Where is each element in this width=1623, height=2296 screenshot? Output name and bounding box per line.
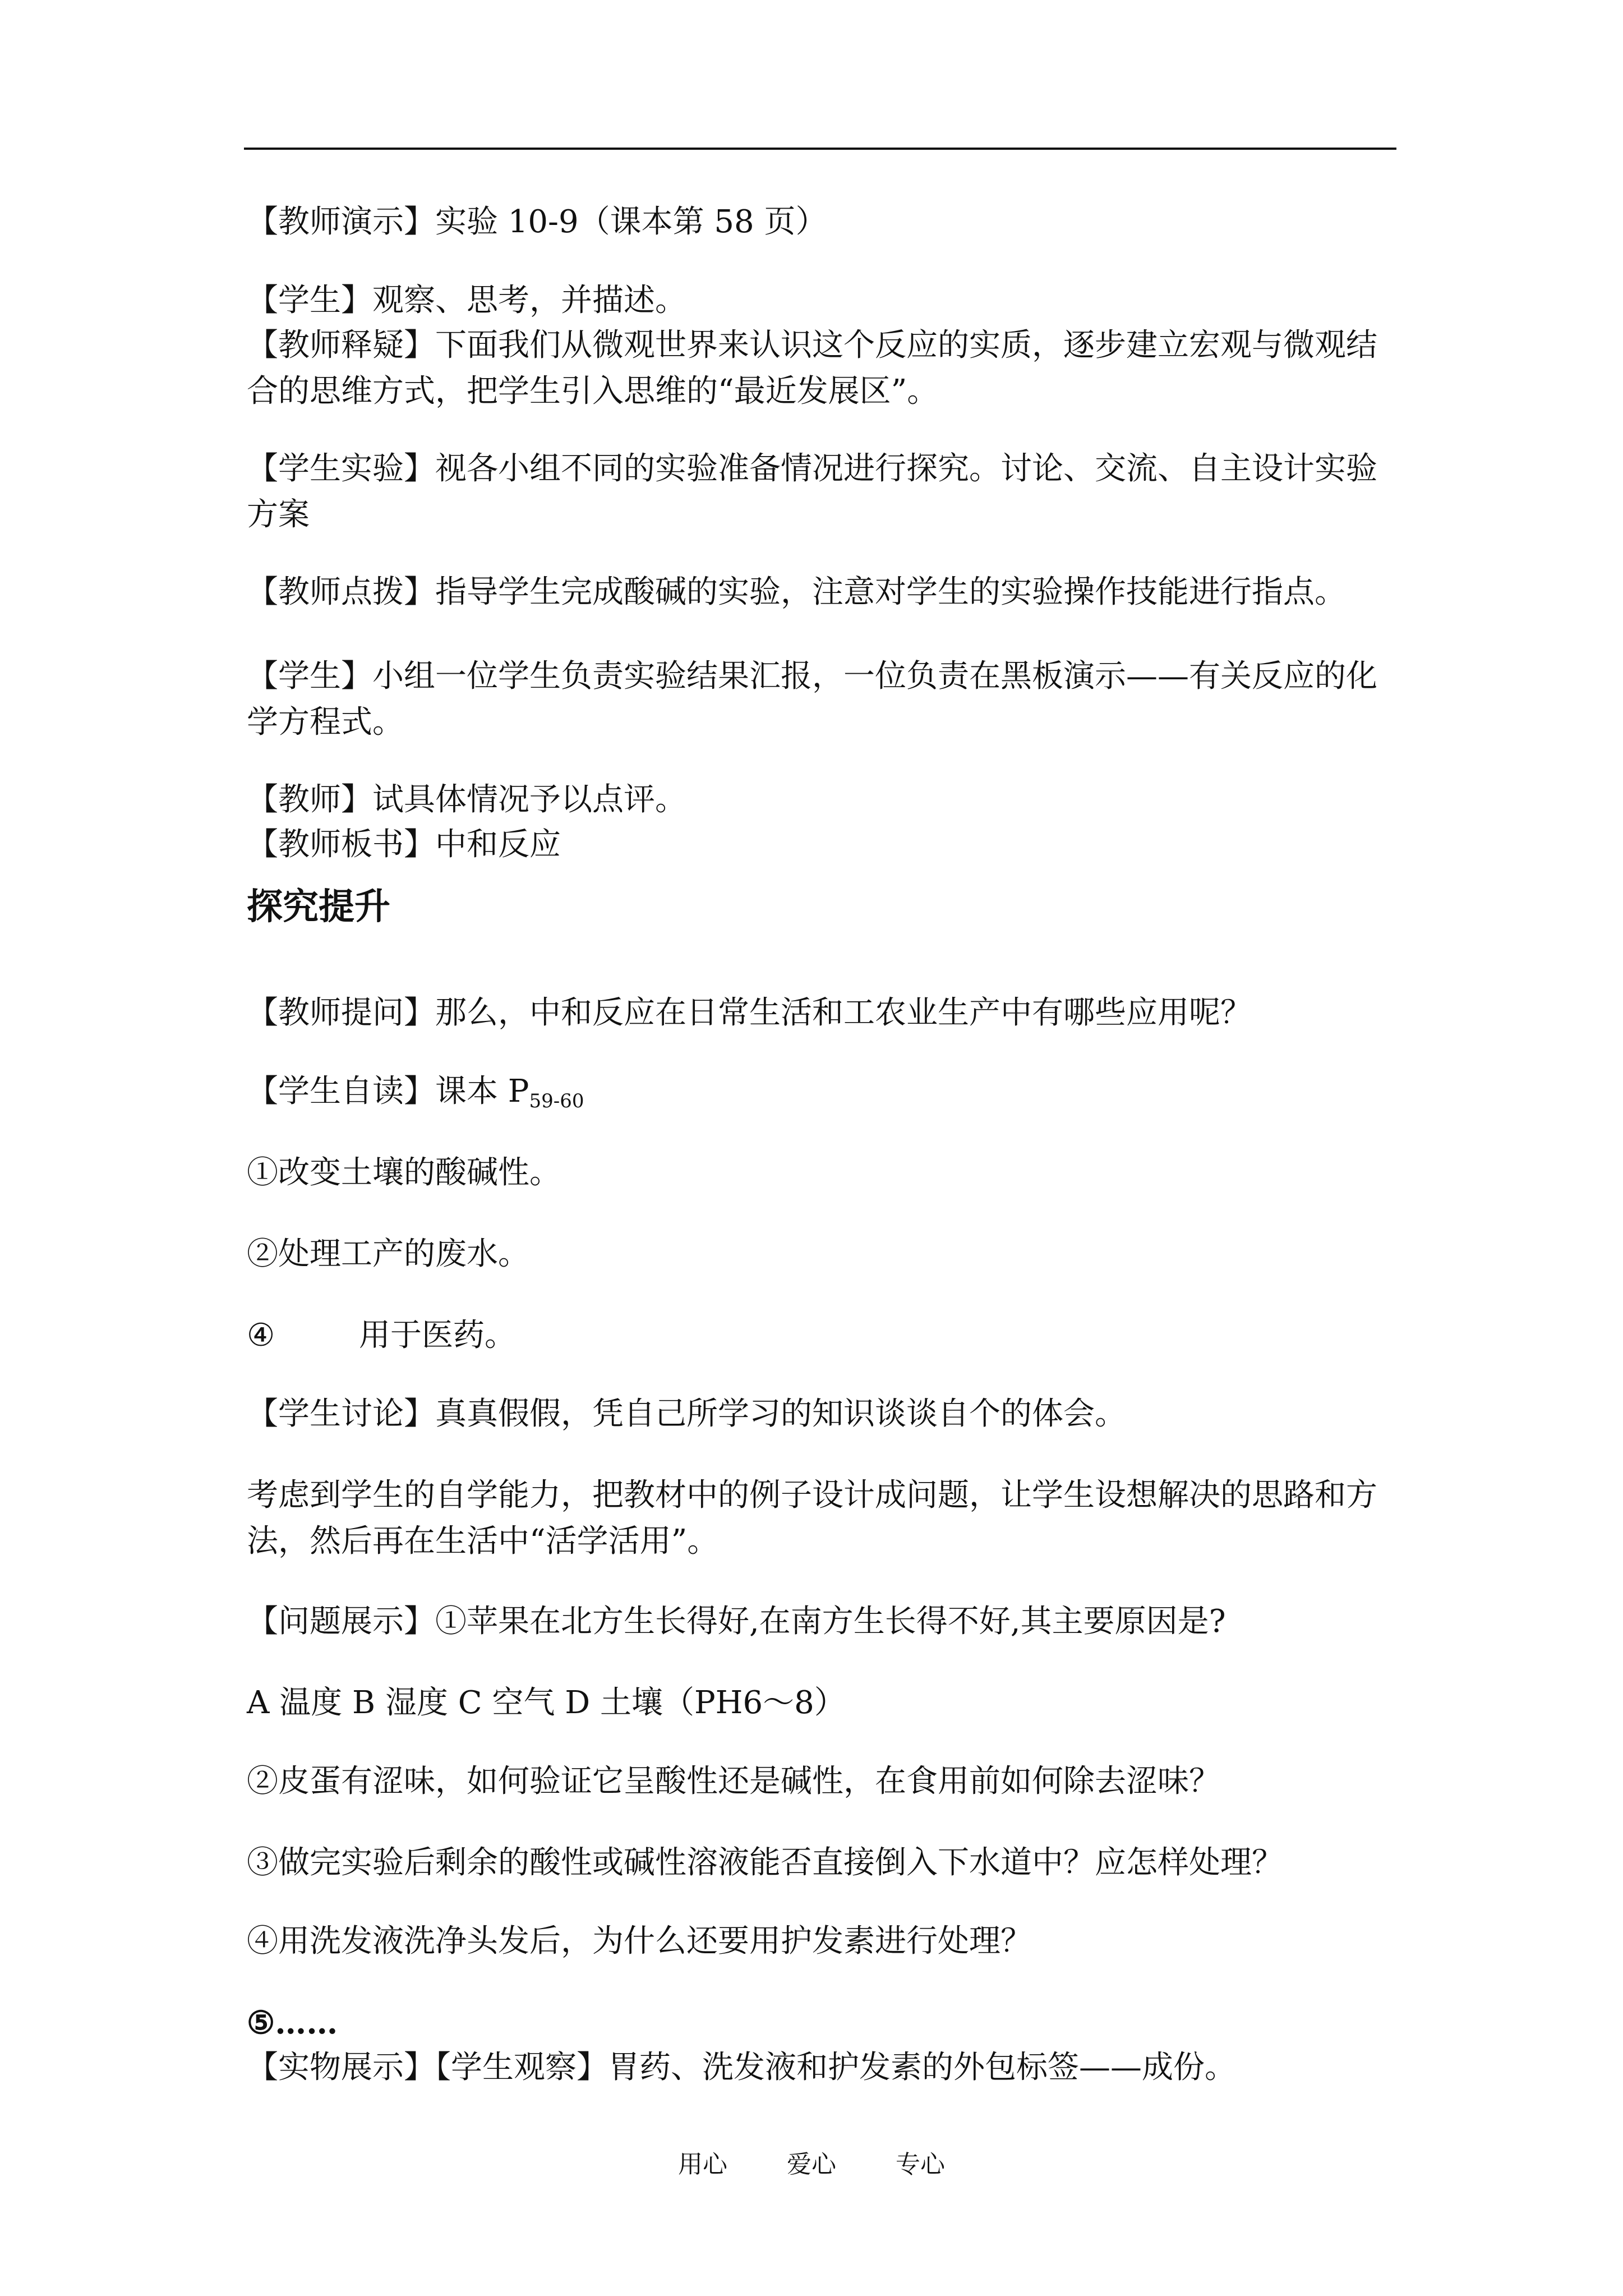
section-heading: 探究提升 — [247, 886, 390, 928]
footer-left: 用心 — [678, 2150, 727, 2179]
question-apple: 【问题展示】①苹果在北方生长得好,在南方生长得不好,其主要原因是? — [247, 1603, 1226, 1640]
question-more: ⑤…… — [247, 2004, 338, 2041]
paragraph-student-reading — [247, 1069, 1396, 1124]
question-leftover-solution: ③做完实验后剩余的酸性或碱性溶液能否直接倒入下水道中？应怎样处理？ — [247, 1844, 1283, 1881]
paragraph-teacher-guide: 【教师点拨】指导学生完成酸碱的实验，注意对学生的实验操作技能进行指点。 — [247, 574, 1346, 610]
paragraph-teacher-board: 【教师板书】中和反应 — [247, 826, 561, 863]
page-footer — [0, 2144, 1623, 2180]
paragraph-student-report: 【学生】小组一位学生负责实验结果汇报，一位负责在黑板演示——有关反应的化学方程式。 — [247, 658, 1377, 740]
paragraph-teacher-comment: 【教师】试具体情况予以点评。 — [247, 781, 686, 818]
paragraph-student-discussion: 【学生讨论】真真假假，凭自己所学习的知识谈谈自个的体会。 — [247, 1396, 1126, 1432]
question-preserved-egg: ②皮蛋有涩味，如何验证它呈酸性还是碱性，在食用前如何除去涩味？ — [247, 1763, 1220, 1800]
list-item-wastewater: ②处理工产的废水。 — [247, 1236, 529, 1272]
header-rule — [244, 148, 1396, 150]
paragraph-teacher-explain: 【教师释疑】下面我们从微观世界来认识这个反应的实质，逐步建立宏观与微观结合的思维方式，把学生引入思维的“最近发展区”。 — [247, 327, 1377, 409]
list-item-medicine — [247, 1313, 1396, 1359]
list-number: ④ — [247, 1317, 275, 1354]
paragraph-teacher-question: 【教师提问】那么，中和反应在日常生活和工农业生产中有哪些应用呢？ — [247, 995, 1252, 1031]
footer-right: 专心 — [896, 2150, 945, 2179]
question-apple-options: A 温度 B 湿度 C 空气 D 土壤（PH6～8） — [247, 1685, 846, 1721]
paragraph-design-note: 考虑到学生的自学能力，把教材中的例子设计成问题，让学生设想解决的思路和方法，然后再在生活中“活学活用”。 — [247, 1477, 1377, 1559]
list-text: 用于医药。 — [359, 1317, 516, 1354]
paragraph-teacher-demo: 【教师演示】实验 10-9（课本第 58 页） — [247, 204, 827, 240]
list-item-soil: ①改变土壤的酸碱性。 — [247, 1154, 561, 1191]
question-conditioner: ④用洗发液洗净头发后，为什么还要用护发素进行处理？ — [247, 1923, 1032, 1959]
page-range-subscript: 59-60 — [529, 1090, 584, 1112]
paragraph-student-observe: 【学生】观察、思考，并描述。 — [247, 282, 686, 319]
paragraph-student-experiment: 【学生实验】视各小组不同的实验准备情况进行探究。讨论、交流、自主设计实验方案 — [247, 450, 1377, 533]
reading-text: 【学生自读】课本 P — [247, 1073, 529, 1110]
paragraph-object-display: 【实物展示】【学生观察】胃药、洗发液和护发素的外包标签——成份。 — [247, 2049, 1236, 2086]
footer-middle: 爱心 — [787, 2150, 836, 2179]
